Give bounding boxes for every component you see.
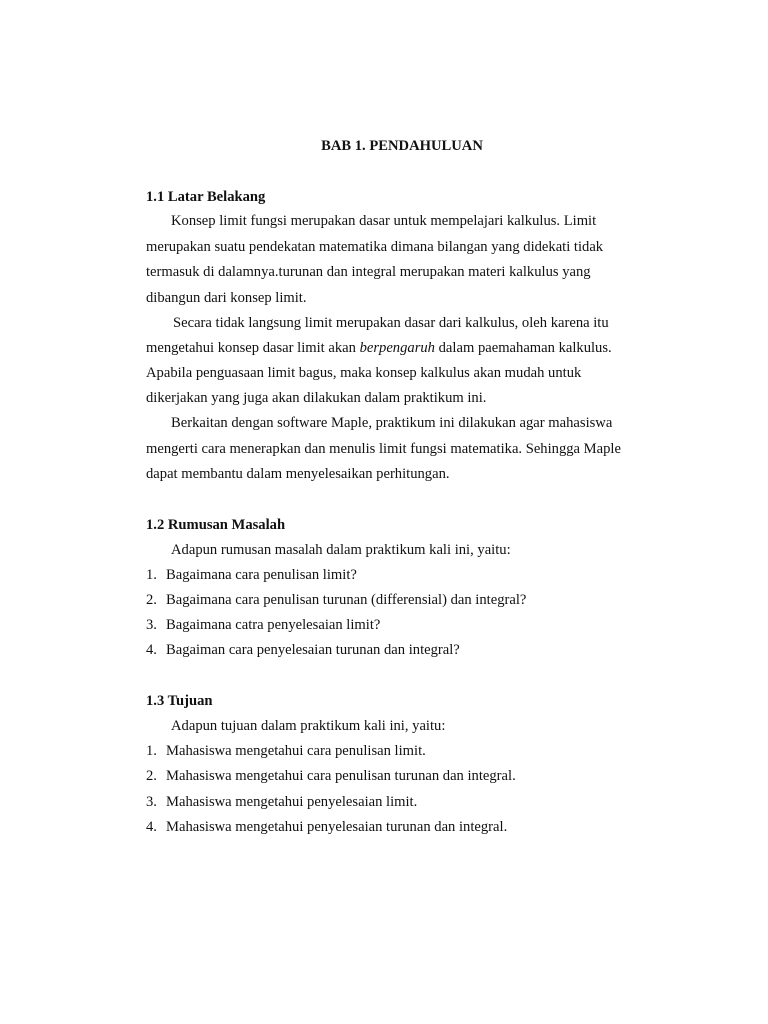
paragraph-line: merupakan suatu pendekatan matematika dimana bilangan yang didekati tidak	[146, 239, 604, 255]
text-span: mengetahui konsep dasar limit akan	[146, 340, 360, 356]
paragraph-line: Apabila penguasaan limit bagus, maka konsep kalkulus akan mudah untuk	[146, 365, 582, 381]
paragraph-line: Berkaitan dengan software Maple, praktikum ini dilakukan agar mahasiswa	[171, 415, 613, 431]
list-item	[146, 616, 380, 634]
list-text: Bagaimana cara penulisan turunan (differensial) dan integral?	[166, 592, 527, 608]
list-item	[146, 566, 357, 584]
list-number: 3.	[146, 794, 157, 810]
list-item	[146, 641, 460, 659]
list-text: Mahasiswa mengetahui penyelesaian limit.	[166, 794, 418, 810]
italic-term: berpengaruh	[359, 340, 435, 356]
list-number: 2.	[146, 592, 157, 608]
list-number: 4.	[146, 819, 157, 835]
paragraph-line: termasuk di dalamnya.turunan dan integral merupakan materi kalkulus yang	[146, 264, 591, 280]
list-item	[146, 767, 516, 785]
paragraph-line: Konsep limit fungsi merupakan dasar untuk mempelajari kalkulus. Limit	[171, 213, 597, 229]
list-item	[146, 742, 426, 760]
paragraph-line: dapat membantu dalam menyelesaikan perhitungan.	[146, 466, 450, 482]
list-text: Mahasiswa mengetahui cara penulisan turunan dan integral.	[166, 768, 516, 784]
list-text: Bagaiman cara penyelesaian turunan dan integral?	[166, 642, 460, 658]
text-span: dalam paemahaman kalkulus.	[434, 340, 612, 356]
section-heading-tujuan: 1.3 Tujuan	[146, 693, 213, 709]
paragraph-line: dibangun dari konsep limit.	[146, 290, 307, 306]
paragraph-line: Adapun tujuan dalam praktikum kali ini, yaitu:	[171, 718, 446, 734]
list-number: 4.	[146, 642, 157, 658]
section-heading-latar-belakang: 1.1 Latar Belakang	[146, 189, 266, 205]
list-text: Mahasiswa mengetahui cara penulisan limit.	[166, 743, 426, 759]
paragraph-line: Secara tidak langsung limit merupakan dasar dari kalkulus, oleh karena itu	[173, 315, 609, 331]
paragraph-line: Adapun rumusan masalah dalam praktikum kali ini, yaitu:	[171, 542, 511, 558]
list-item	[146, 591, 526, 609]
list-text: Mahasiswa mengetahui penyelesaian turunan dan integral.	[166, 819, 508, 835]
list-number: 1.	[146, 567, 157, 583]
list-number: 2.	[146, 768, 157, 784]
list-text: Bagaimana catra penyelesaian limit?	[166, 617, 381, 633]
list-item	[146, 818, 507, 836]
section-heading-rumusan-masalah: 1.2 Rumusan Masalah	[146, 517, 286, 533]
list-item	[146, 793, 417, 811]
paragraph-line: dikerjakan yang juga akan dilakukan dalam praktikum ini.	[146, 390, 487, 406]
list-number: 1.	[146, 743, 157, 759]
list-text: Bagaimana cara penulisan limit?	[166, 567, 357, 583]
paragraph-line: mengerti cara menerapkan dan menulis limit fungsi matematika. Sehingga Maple	[146, 441, 621, 457]
paragraph-line-mixed	[146, 339, 612, 357]
chapter-title: BAB 1. PENDAHULUAN	[321, 138, 483, 154]
list-number: 3.	[146, 617, 157, 633]
